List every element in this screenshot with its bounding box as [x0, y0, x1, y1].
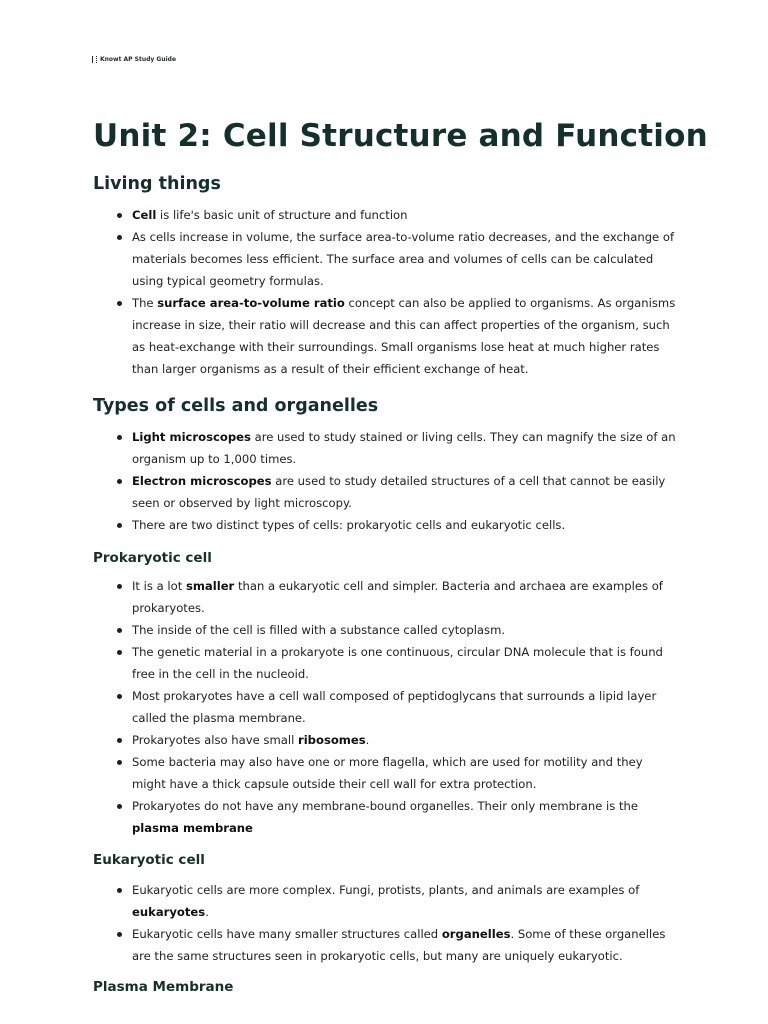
list-item: There are two distinct types of cells: prokaryotic cells and eukaryotic cells. [114, 514, 680, 536]
heading-plasma-membrane: Plasma Membrane [93, 979, 234, 995]
brand-label: Knowt AP Study Guide [100, 56, 177, 63]
list-types-of-cells [114, 426, 680, 536]
list-item: Prokaryotes also have small ribosomes. [114, 729, 680, 751]
list-item: Eukaryotic cells have many smaller structures called organelles. Some of these organelles are the same structures seen in prokaryotic cells, but many are uniquely eukaryotic. [114, 923, 680, 967]
heading-types-of-cells: Types of cells and organelles [93, 396, 379, 416]
list-item: Most prokaryotes have a cell wall composed of peptidoglycans that surrounds a lipid layer called the plasma membrane. [114, 685, 680, 729]
header [92, 56, 176, 63]
knowt-logo-icon [92, 56, 97, 63]
list-living-things [114, 204, 680, 380]
list-item: Electron microscopes are used to study detailed structures of a cell that cannot be easily seen or observed by light microscopy. [114, 470, 680, 514]
list-item: As cells increase in volume, the surface area-to-volume ratio decreases, and the exchange of materials becomes less efficient. The surface area and volumes of cells can be calculated using typical geometry formulas. [114, 226, 680, 292]
heading-prokaryotic-cell: Prokaryotic cell [93, 550, 212, 566]
list-item: Some bacteria may also have one or more flagella, which are used for motility and they might have a thick capsule outside their cell wall for extra protection. [114, 751, 680, 795]
list-eukaryotic-cell [114, 879, 680, 967]
list-item: The genetic material in a prokaryote is one continuous, circular DNA molecule that is found free in the cell in the nucleoid. [114, 641, 680, 685]
heading-eukaryotic-cell: Eukaryotic cell [93, 852, 205, 868]
list-item: The surface area-to-volume ratio concept can also be applied to organisms. As organisms increase in size, their ratio will decrease and this can affect properties of the organism, such as heat-exchange with their surroundings. Small organisms lose heat at much higher rates than larger organisms as a result of their efficient exchange of heat. [114, 292, 680, 380]
list-item: Eukaryotic cells are more complex. Fungi, protists, plants, and animals are examples of eukaryotes. [114, 879, 680, 923]
list-item: It is a lot smaller than a eukaryotic cell and simpler. Bacteria and archaea are examples of prokaryotes. [114, 575, 680, 619]
page-title: Unit 2: Cell Structure and Function [93, 118, 708, 154]
list-item: Light microscopes are used to study stained or living cells. They can magnify the size of an organism up to 1,000 times. [114, 426, 680, 470]
list-item: Prokaryotes do not have any membrane-bound organelles. Their only membrane is the plasma membrane [114, 795, 680, 839]
heading-living-things: Living things [93, 174, 221, 194]
list-item: The inside of the cell is filled with a substance called cytoplasm. [114, 619, 680, 641]
list-item: Cell is life's basic unit of structure and function [114, 204, 680, 226]
list-prokaryotic-cell [114, 575, 680, 839]
